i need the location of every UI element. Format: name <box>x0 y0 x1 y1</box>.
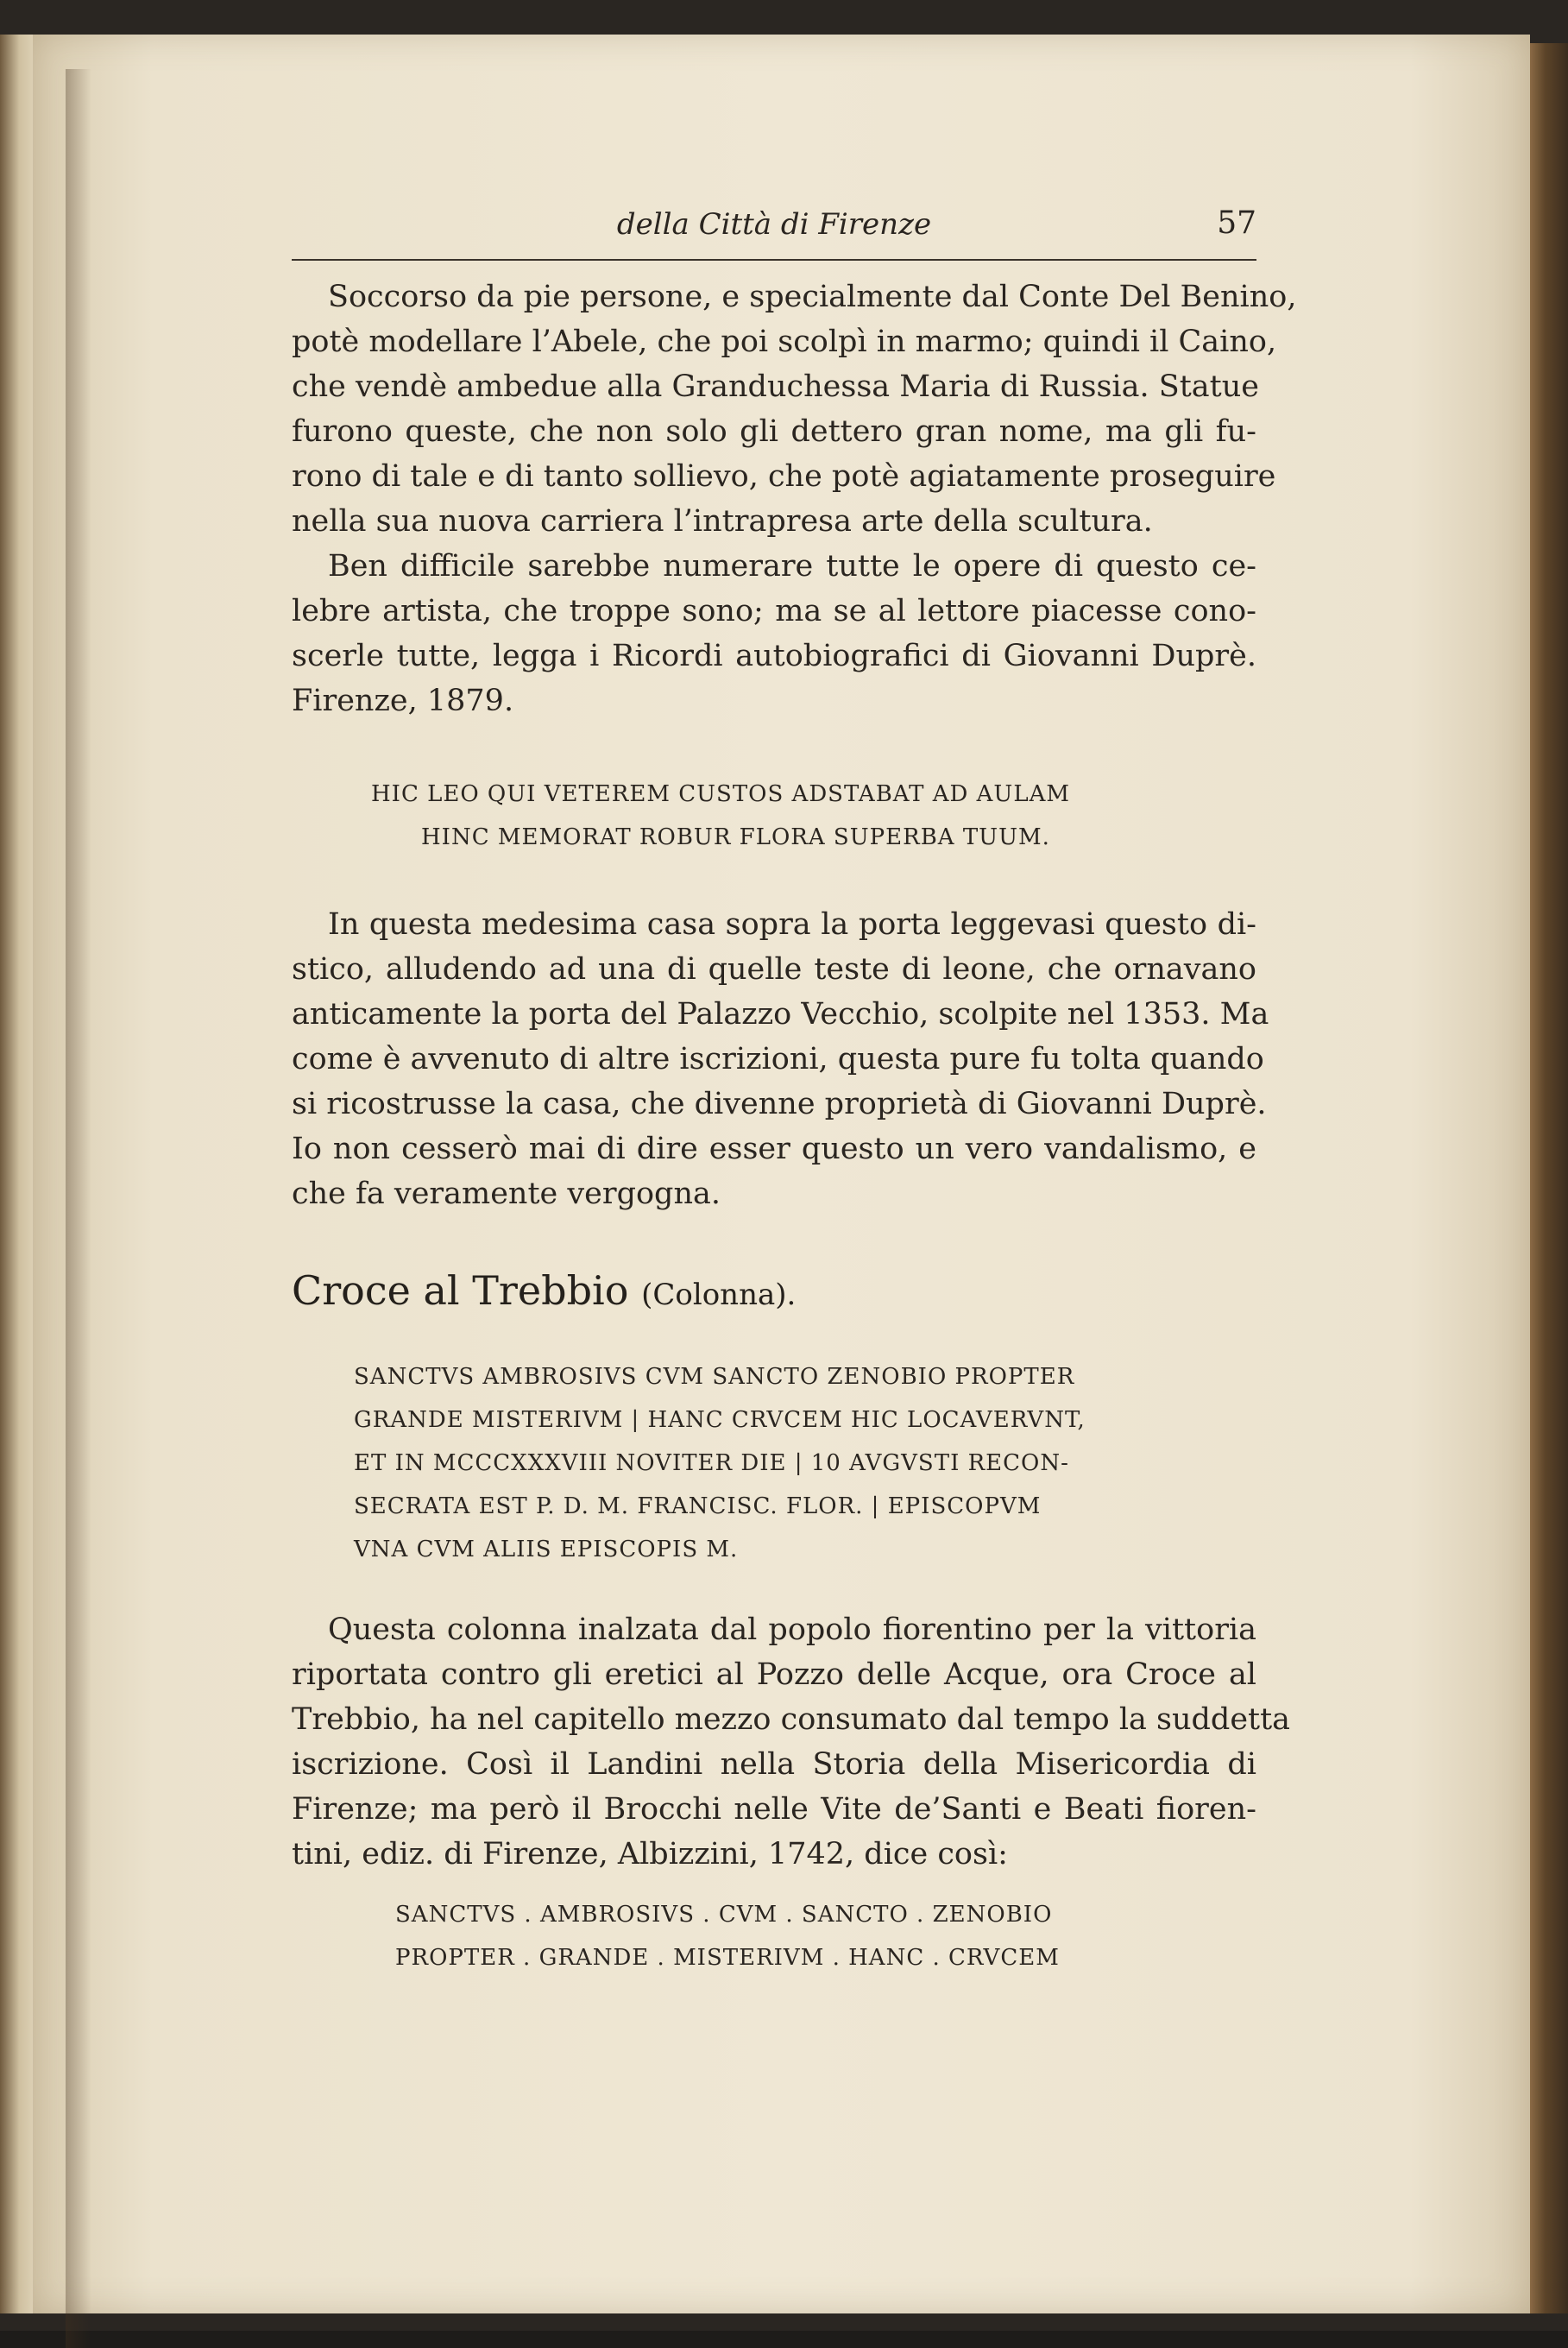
text-line: che vendè ambedue alla Granduchessa Maria di Russia. Statue <box>292 369 1259 404</box>
paragraph-3 <box>292 902 1269 1216</box>
text-line: Questa colonna inalzata dal popolo fiorentino per la vittoria <box>328 1613 1256 1647</box>
section-heading <box>292 1267 796 1314</box>
text-line: Io non cesserò mai di dire esser questo un vero vandalismo, e <box>292 1132 1256 1166</box>
text-line: riportata contro gli eretici al Pozzo delle Acque, ora Croce al <box>292 1657 1256 1692</box>
text-line: Firenze; ma però il Brocchi nelle Vite de’Santi e Beati fioren- <box>292 1792 1256 1827</box>
section-subtitle: (Colonna). <box>641 1278 797 1312</box>
text-line: tini, ediz. di Firenze, Albizzini, 1742, dice così: <box>292 1837 1008 1871</box>
spine-shadow <box>66 69 91 2348</box>
text-line: Trebbio, ha nel capitello mezzo consumato dal tempo la suddetta <box>292 1702 1291 1737</box>
text-line: Ben difficile sarebbe numerare tutte le opere di questo ce- <box>328 549 1256 584</box>
inscription-leo <box>371 773 1070 859</box>
text-line: In questa medesima casa sopra la porta leggevasi questo di- <box>328 907 1256 942</box>
text-line: Firenze, 1879. <box>292 684 514 718</box>
paragraph-2 <box>292 544 1256 723</box>
inscription-line: SECRATA EST P. D. M. FRANCISC. FLOR. | EPISCOPVM <box>354 1493 1042 1519</box>
text-line: rono di tale e di tanto sollievo, che potè agiatamente proseguire <box>292 459 1276 494</box>
inscription-line: SANCTVS . AMBROSIVS . CVM . SANCTO . ZENOBIO <box>395 1902 1053 1928</box>
text-line: potè modellare l’Abele, che poi scolpì in marmo; quindi il Caino, <box>292 325 1277 359</box>
inscription-line: ET IN MCCCXXXVIII NOVITER DIE | 10 AVGVSTI RECON- <box>354 1450 1069 1476</box>
page-number: 57 <box>1217 205 1256 241</box>
running-head <box>292 207 1256 261</box>
inscription-line: GRANDE MISTERIVM | HANC CRVCEM HIC LOCAVERVNT, <box>354 1407 1086 1433</box>
inscription-brocchi <box>395 1893 1060 1979</box>
right-page-block <box>1530 43 1568 2313</box>
inscription-line: PROPTER . GRANDE . MISTERIVM . HANC . CRVCEM <box>395 1945 1060 1971</box>
paragraph-4 <box>292 1607 1291 1877</box>
inscription-croce <box>354 1355 1217 1571</box>
text-line: Soccorso da pie persone, e specialmente dal Conte Del Benino, <box>328 280 1297 314</box>
text-line: che fa veramente vergogna. <box>292 1177 721 1211</box>
inscription-line: HIC LEO QUI VETEREM CUSTOS ADSTABAT AD AULAM <box>371 781 1070 807</box>
inscription-line: HINC MEMORAT ROBUR FLORA SUPERBA TUUM. <box>421 824 1050 850</box>
paragraph-1 <box>292 275 1297 544</box>
text-line: scerle tutte, legga i Ricordi autobiografici di Giovanni Duprè. <box>292 639 1256 673</box>
running-title: della Città di Firenze <box>616 207 932 242</box>
section-title: Croce al Trebbio <box>292 1267 629 1314</box>
text-line: furono queste, che non solo gli dettero gran nome, ma gli fu- <box>292 414 1256 449</box>
inscription-line: VNA CVM ALIIS EPISCOPIS M. <box>354 1537 739 1562</box>
text-line: iscrizione. Così il Landini nella Storia della Misericordia di <box>292 1747 1256 1782</box>
text-line: come è avvenuto di altre iscrizioni, questa pure fu tolta quando <box>292 1042 1264 1076</box>
text-line: stico, alludendo ad una di quelle teste di leone, che ornavano <box>292 952 1256 987</box>
page <box>33 35 1530 2313</box>
text-line: nella sua nuova carriera l’intrapresa arte della scultura. <box>292 504 1153 539</box>
inscription-line: SANCTVS AMBROSIVS CVM SANCTO ZENOBIO PROPTER <box>354 1364 1075 1390</box>
text-line: si ricostrusse la casa, che divenne proprietà di Giovanni Duprè. <box>292 1087 1267 1121</box>
text-line: anticamente la porta del Palazzo Vecchio, scolpite nel 1353. Ma <box>292 997 1269 1032</box>
text-line: lebre artista, che troppe sono; ma se al lettore piacesse cono- <box>292 594 1256 628</box>
